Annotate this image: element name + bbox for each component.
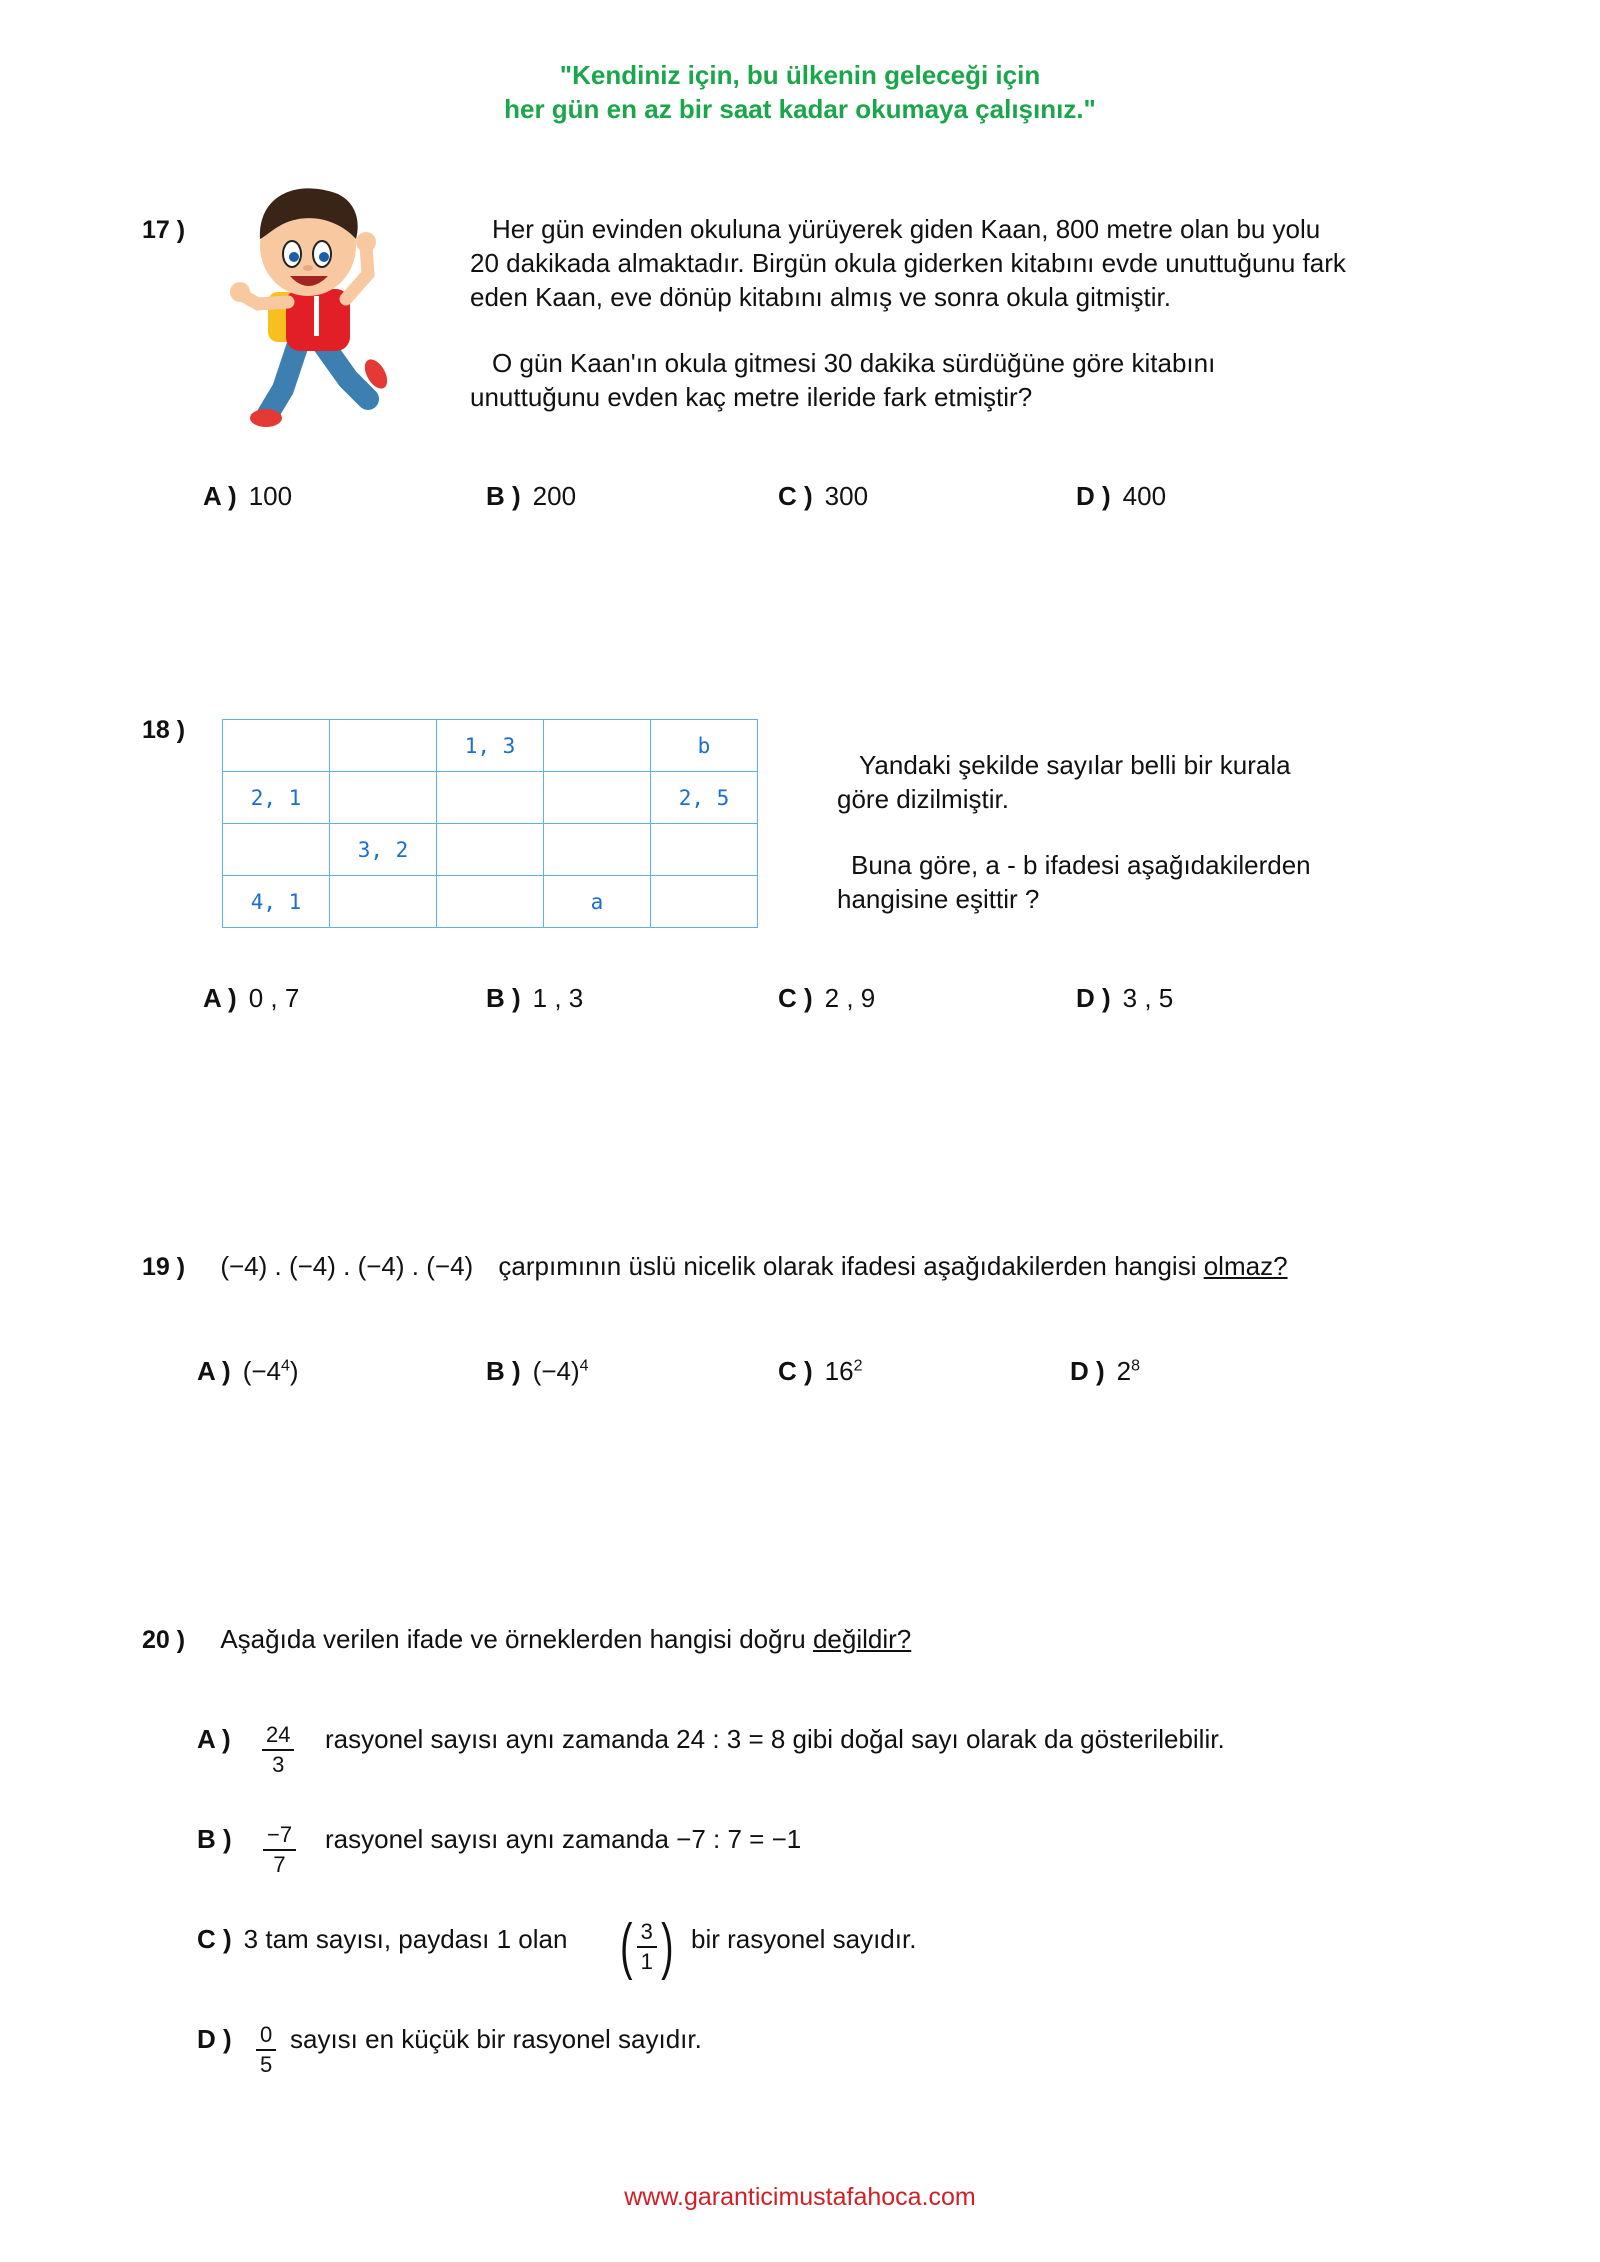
motto-line-1: "Kendiniz için, bu ülkenin geleceği için [559,60,1041,90]
grid-row [223,876,758,928]
number-grid [222,719,758,928]
fraction-denominator: 3 [272,1752,285,1777]
question-19 [142,1249,1288,1284]
question-18-line: Buna göre, a - b ifadesi aşağıdakilerden [851,850,1311,880]
q19-option-b[interactable] [486,1356,589,1387]
question-18-line: göre dizilmiştir. [837,784,1009,814]
option-exponent: 8 [1131,1357,1141,1375]
q20-option-b-label[interactable] [197,1824,244,1855]
grid-cell: 3, 2 [330,824,437,876]
fraction-minus7-7 [263,1821,296,1879]
option-value: 100 [248,481,293,511]
grid-cell: 4, 1 [223,876,330,928]
option-label: D ) [1070,1356,1105,1386]
question-19-text: çarpımının üslü nicelik olarak ifadesi aşağıdakilerden hangisi [498,1251,1197,1281]
grid-cell [544,720,651,772]
option-label: C ) [197,1924,232,1954]
question-17-line: unuttuğunu evden kaç metre ileride fark etmiştir? [470,382,1033,412]
question-20-emphasis: değildir? [812,1624,912,1654]
right-parenthesis: ) [661,1912,674,1981]
q19-option-a[interactable] [197,1356,299,1387]
option-exponent: 4 [281,1357,290,1375]
question-17-number: 17 ) [142,216,186,244]
q20-option-d-text: sayısı en küçük bir rasyonel sayıdır. [290,2024,702,2054]
option-label: D ) [197,2024,232,2054]
question-20-number: 20 ) [142,1626,186,1654]
grid-cell [223,824,330,876]
option-label: C ) [778,983,813,1013]
option-label: B ) [486,983,521,1013]
fraction-denominator: 1 [640,1949,653,1974]
grid-cell [330,772,437,824]
grid-cell: a [544,876,651,928]
option-label: C ) [778,1356,813,1386]
grid-cell [437,876,544,928]
walking-boy-illustration [228,184,398,434]
option-label: B ) [486,1356,521,1386]
grid-cell: 1, 3 [437,720,544,772]
fraction-numerator: −7 [263,1821,296,1851]
q18-option-a[interactable] [203,983,299,1014]
question-20-text: Aşağıda verilen ifade ve örneklerden hangisi doğru [220,1624,806,1654]
grid-cell [437,772,544,824]
option-label: B ) [486,481,521,511]
question-17-line: eden Kaan, eve dönüp kitabını almış ve sonra okula gitmiştir. [470,282,1171,312]
option-exponent: 2 [853,1357,863,1375]
q20-option-c-text: bir rasyonel sayıdır. [691,1924,917,1954]
option-exponent: 4 [579,1357,589,1375]
option-label: D ) [1076,983,1111,1013]
question-19-number: 19 ) [142,1253,186,1281]
option-label: A ) [197,1724,231,1754]
q20-option-b-text: rasyonel sayısı aynı zamanda −7 : 7 = −1 [325,1824,802,1854]
q18-option-b[interactable] [486,983,583,1014]
grid-cell [223,720,330,772]
question-20 [142,1622,911,1657]
question-18-line: Yandaki şekilde sayılar belli bir kurala [859,750,1291,780]
grid-row [223,772,758,824]
footer-website[interactable]: www.garanticimustafahoca.com [624,2183,976,2211]
q20-option-c[interactable] [197,1924,567,1955]
question-17-line: Her gün evinden okuluna yürüyerek giden Kaan, 800 metre olan bu yolu [492,214,1321,244]
grid-cell [651,876,758,928]
q20-option-a-label[interactable] [197,1724,243,1755]
fraction-denominator: 7 [273,1852,286,1877]
fraction-numerator: 3 [637,1918,657,1948]
grid-cell [330,876,437,928]
q17-option-c[interactable] [778,481,868,512]
grid-cell [437,824,544,876]
fraction-0-5 [256,2021,276,2079]
fraction-denominator: 5 [260,2052,273,2077]
option-base: (−4 [242,1356,282,1386]
option-base: 16 [824,1356,854,1386]
question-17-line: 20 dakikada almaktadır. Birgün okula giderken kitabını evde unuttuğunu fark [470,248,1346,278]
grid-cell [651,824,758,876]
option-label: A ) [203,481,237,511]
q17-option-d[interactable] [1076,481,1166,512]
option-value: 3 , 5 [1122,983,1174,1013]
option-text: 3 tam sayısı, paydası 1 olan [243,1924,568,1954]
option-value: 300 [824,481,869,511]
question-17-line: O gün Kaan'ın okula gitmesi 30 dakika sürdüğüne göre kitabını [492,348,1216,378]
fraction-3-1 [637,1918,657,1976]
fraction-24-3 [262,1721,294,1779]
grid-cell [544,772,651,824]
option-base: (−4) [532,1356,580,1386]
left-parenthesis: ( [620,1912,633,1981]
option-value: 2 , 9 [824,983,876,1013]
grid-cell: b [651,720,758,772]
option-value: 1 , 3 [532,983,584,1013]
fraction-numerator: 0 [256,2021,276,2051]
fraction-3-1-in-parentheses [616,1912,678,1981]
q17-option-b[interactable] [486,481,576,512]
question-19-expression: (−4) . (−4) . (−4) . (−4) [220,1251,474,1281]
grid-cell: 2, 1 [223,772,330,824]
q20-option-d-label[interactable] [197,2024,244,2055]
option-label: D ) [1076,481,1111,511]
option-label: A ) [203,983,237,1013]
q19-option-c[interactable] [778,1356,863,1387]
option-tail: ) [289,1356,299,1386]
question-18-text [837,748,1437,916]
grid-cell [330,720,437,772]
q17-option-a[interactable] [203,481,292,512]
grid-row [223,720,758,772]
question-19-emphasis: olmaz? [1203,1251,1288,1281]
fraction-numerator: 24 [262,1721,294,1751]
motto [0,58,1600,126]
question-18-number: 18 ) [142,716,186,744]
q18-option-c[interactable] [778,983,875,1014]
motto-line-2: her gün en az bir saat kadar okumaya çalışınız." [504,94,1096,124]
option-value: 200 [532,481,577,511]
q19-option-d[interactable] [1070,1356,1140,1387]
grid-cell: 2, 5 [651,772,758,824]
option-value: 400 [1122,481,1167,511]
q20-option-a-text: rasyonel sayısı aynı zamanda 24 : 3 = 8 gibi doğal sayı olarak da gösterilebilir. [325,1724,1225,1754]
grid-cell [544,824,651,876]
q18-option-d[interactable] [1076,983,1173,1014]
option-label: C ) [778,481,813,511]
option-label: B ) [197,1824,232,1854]
option-base: 2 [1116,1356,1132,1386]
question-18-line: hangisine eşittir ? [837,884,1040,914]
option-label: A ) [197,1356,231,1386]
grid-row [223,824,758,876]
question-17-text [470,212,1410,414]
option-value: 0 , 7 [248,983,300,1013]
